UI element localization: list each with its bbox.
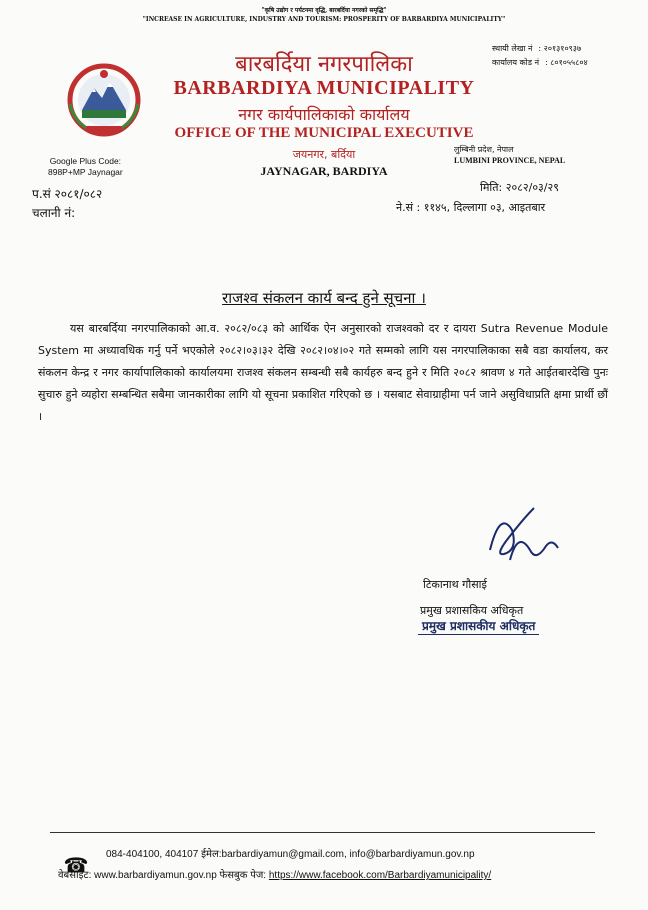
reference-block [32,185,102,223]
province-np: लुम्बिनी प्रदेश, नेपाल [454,145,514,154]
notice-heading: राजश्व संकलन कार्य बन्द हुने सूचना । [222,289,426,307]
nepal-sambat-date: ने.सं : ११४५, दिल्लागा ०३, आइतबार [396,201,546,214]
motto-en: "INCREASE IN AGRICULTURE, INDUSTRY AND TOURISM: PROSPERITY OF BARBARDIYA MUNICIPALITY" [142,16,506,23]
official-stamp: प्रमुख प्रशासकीय अधिकृत [418,617,539,635]
website-label: वेबसाइट: www.barbardiyamun.gov.np फेसबुक पेज: [58,870,267,881]
motto-np: "कृषि उद्योग र पर्यटनमा वृद्धि, बारबर्दिया नगरको समृद्धि" [261,7,387,14]
office-title-np: नगर कार्यपालिकाको कार्यालय [238,105,410,124]
signatory-title: प्रमुख प्रशासकिय अधिकृत [420,604,524,617]
province-info [454,144,565,166]
perm-account-label: स्थायी लेखा नं [492,44,533,53]
city-en: JAYNAGAR, BARDIYA [260,164,388,178]
province-en: LUMBINI PROVINCE, NEPAL [454,156,566,165]
notice-body: यस बारबर्दिया नगरपालिकाको आ.व. २०८२/०८३ को आर्थिक ऐन अनुसारको राजश्वको दर र दायरा Sutra Revenue Module System मा अध्यावधिक गर्नु पर्ने भएकोले २०८२।०३।३२ देखि २०८२।०४।०२ गते सम्मको लागि यस नगरपालिकाका सबै वडा कार्यालय, कर संकलन केन्द्र र नगर कार्यापालिकाको कार्यालयमा राजश्व संकलन सम्बन्धी सबै कार्यहरु बन्द हुने र मिति २०८२ श्रावण ४ गते आईतबारदेखि पुनः सुचारु हुने व्यहोरा सम्बन्धित सबैमा जानकारीका लागि यो सूचना प्रकाशित गरिएको छ । यसबाट सेवाग्राहीमा पर्न जाने असुविधाप्रति क्षमा प्रार्थी छौं । [38,322,608,423]
footer-divider [50,832,595,833]
signature-image [470,490,570,575]
motto [0,6,648,24]
gplus-value: 898P+MP Jaynagar [48,167,123,177]
footer-contacts: 084-404100, 404107 ईमेल:barbardiyamun@gmail.com, info@barbardiyamun.gov.np [106,849,475,860]
dispatch-number: चलानी नं: [32,206,76,220]
notice-date: मिति: २०८२/०३/२९ [480,181,559,194]
fiscal-number: प.सं २०८१/०८२ [32,187,103,201]
perm-account-value: : २०१३१०९३७ [538,44,582,53]
phone-icon: ☎ [63,853,89,877]
municipality-title-np: बारबर्दिया नगरपालिका [235,52,413,77]
facebook-link[interactable]: https://www.facebook.com/Barbardiyamunicipality/ [268,870,492,881]
office-code-label: कार्यालय कोड नं [492,58,540,67]
signatory-name: टिकानाथ गौसाई [423,578,487,591]
office-title-en: OFFICE OF THE MUNICIPAL EXECUTIVE [174,125,474,141]
google-plus-code [48,156,123,178]
account-info [492,42,588,70]
gplus-label: Google Plus Code: [49,156,122,166]
city-np: जयनगर, बर्दिया [292,148,356,161]
office-code-value: : ८०१०५५८०४ [545,58,588,67]
footer-website [58,867,491,881]
municipality-title-en: BARBARDIYA MUNICIPALITY [173,77,475,99]
